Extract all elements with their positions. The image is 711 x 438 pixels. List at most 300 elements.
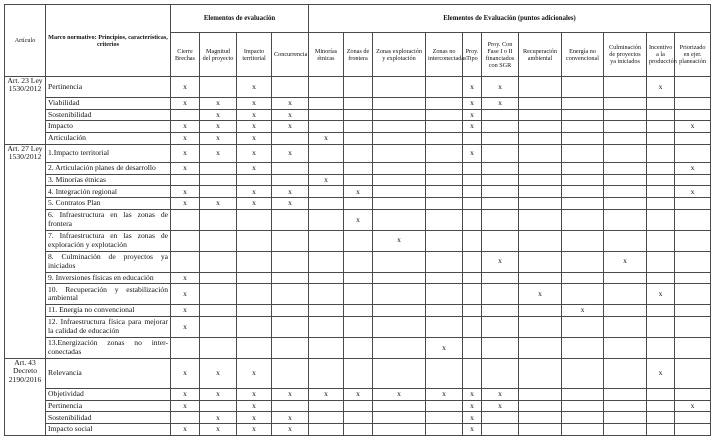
empty-cell: [604, 400, 647, 412]
criterion-label: 9. Inversiones físicas en educación: [46, 272, 171, 284]
empty-cell: [604, 230, 647, 251]
check-mark: x: [171, 121, 200, 133]
empty-cell: [272, 251, 309, 272]
check-mark: x: [171, 424, 200, 436]
empty-cell: [647, 251, 675, 272]
table-row: [5, 412, 711, 424]
empty-cell: [562, 424, 604, 436]
criterion-label: Objetividad: [46, 389, 171, 401]
empty-cell: [675, 358, 711, 388]
table-row: [5, 284, 711, 305]
article-cell: Art. 23 Ley 1530/2012: [5, 77, 46, 145]
criterion-label: Articulación: [46, 132, 171, 144]
empty-cell: [426, 132, 463, 144]
empty-cell: [344, 358, 373, 388]
empty-cell: [237, 337, 272, 358]
empty-cell: [373, 109, 426, 121]
empty-cell: [463, 198, 482, 210]
check-mark: x: [200, 121, 237, 133]
empty-cell: [200, 400, 237, 412]
empty-cell: [675, 97, 711, 109]
empty-cell: [604, 121, 647, 133]
empty-cell: [482, 121, 519, 133]
empty-cell: [519, 163, 562, 175]
empty-cell: [200, 284, 237, 305]
empty-cell: [647, 230, 675, 251]
empty-cell: [604, 305, 647, 317]
criterion-label: 1.Impacto territorial: [46, 144, 171, 163]
empty-cell: [426, 358, 463, 388]
empty-cell: [373, 209, 426, 230]
empty-cell: [482, 272, 519, 284]
empty-cell: [519, 337, 562, 358]
check-mark: x: [675, 400, 711, 412]
empty-cell: [482, 412, 519, 424]
check-mark: x: [463, 121, 482, 133]
check-mark: x: [171, 97, 200, 109]
column-header: Culminación de proyectos ya iniciados: [604, 33, 647, 77]
check-mark: x: [426, 337, 463, 358]
empty-cell: [426, 121, 463, 133]
column-header: Cierre Brechas: [171, 33, 200, 77]
empty-cell: [519, 412, 562, 424]
empty-cell: [200, 230, 237, 251]
empty-cell: [373, 305, 426, 317]
empty-cell: [519, 358, 562, 388]
criterion-label: 2. Articulación planes de desarrollo: [46, 163, 171, 175]
empty-cell: [344, 121, 373, 133]
empty-cell: [171, 174, 200, 186]
empty-cell: [675, 77, 711, 98]
empty-cell: [309, 209, 344, 230]
empty-cell: [519, 230, 562, 251]
empty-cell: [482, 316, 519, 337]
empty-cell: [604, 389, 647, 401]
empty-cell: [562, 412, 604, 424]
empty-cell: [519, 389, 562, 401]
check-mark: x: [562, 305, 604, 317]
check-mark: x: [463, 109, 482, 121]
empty-cell: [647, 389, 675, 401]
empty-cell: [562, 144, 604, 163]
empty-cell: [309, 77, 344, 98]
empty-cell: [373, 144, 426, 163]
empty-cell: [675, 174, 711, 186]
criterion-label: 5. Contratos Plan: [46, 198, 171, 210]
empty-cell: [675, 316, 711, 337]
empty-cell: [562, 389, 604, 401]
empty-cell: [519, 121, 562, 133]
empty-cell: [309, 272, 344, 284]
table-row: [5, 186, 711, 198]
empty-cell: [426, 186, 463, 198]
article-cell: Art. 27 Ley 1530/2012: [5, 144, 46, 358]
empty-cell: [562, 272, 604, 284]
empty-cell: [482, 109, 519, 121]
empty-cell: [463, 305, 482, 317]
empty-cell: [647, 132, 675, 144]
empty-cell: [426, 316, 463, 337]
check-mark: x: [309, 132, 344, 144]
empty-cell: [309, 284, 344, 305]
check-mark: x: [200, 412, 237, 424]
empty-cell: [426, 305, 463, 317]
empty-cell: [373, 400, 426, 412]
empty-cell: [604, 198, 647, 210]
criterion-label: 11. Energía no convencional: [46, 305, 171, 317]
empty-cell: [344, 305, 373, 317]
empty-cell: [482, 424, 519, 436]
empty-cell: [200, 272, 237, 284]
criterion-label: Impacto: [46, 121, 171, 133]
empty-cell: [463, 209, 482, 230]
check-mark: x: [482, 77, 519, 98]
empty-cell: [344, 337, 373, 358]
check-mark: x: [237, 109, 272, 121]
empty-cell: [373, 316, 426, 337]
check-mark: x: [171, 186, 200, 198]
check-mark: x: [647, 358, 675, 388]
column-header: Zonas exploración y explotación: [373, 33, 426, 77]
criterion-label: 13.Energización zonas no inter-conectadas: [46, 337, 171, 358]
column-header: Recuperación ambiental: [519, 33, 562, 77]
check-mark: x: [675, 121, 711, 133]
check-mark: x: [171, 305, 200, 317]
empty-cell: [463, 251, 482, 272]
empty-cell: [647, 163, 675, 175]
check-mark: x: [272, 198, 309, 210]
check-mark: x: [237, 144, 272, 163]
empty-cell: [482, 144, 519, 163]
check-mark: x: [200, 358, 237, 388]
check-mark: x: [463, 389, 482, 401]
check-mark: x: [171, 400, 200, 412]
empty-cell: [309, 358, 344, 388]
empty-cell: [373, 121, 426, 133]
check-mark: x: [171, 316, 200, 337]
table-row: [5, 358, 711, 388]
empty-cell: [604, 412, 647, 424]
check-mark: x: [237, 97, 272, 109]
empty-cell: [647, 305, 675, 317]
check-mark: x: [272, 389, 309, 401]
empty-cell: [519, 77, 562, 98]
check-mark: x: [463, 412, 482, 424]
empty-cell: [675, 209, 711, 230]
empty-cell: [344, 174, 373, 186]
empty-cell: [519, 174, 562, 186]
column-header: Concurrencia: [272, 33, 309, 77]
empty-cell: [675, 337, 711, 358]
empty-cell: [426, 424, 463, 436]
empty-cell: [482, 132, 519, 144]
empty-cell: [463, 174, 482, 186]
check-mark: x: [272, 121, 309, 133]
empty-cell: [373, 251, 426, 272]
check-mark: x: [519, 284, 562, 305]
empty-cell: [237, 174, 272, 186]
empty-cell: [647, 272, 675, 284]
table-row: [5, 389, 711, 401]
empty-cell: [373, 77, 426, 98]
empty-cell: [426, 97, 463, 109]
check-mark: x: [171, 198, 200, 210]
criterion-label: 4. Integración regional: [46, 186, 171, 198]
empty-cell: [344, 144, 373, 163]
criterion-label: Relevancia: [46, 358, 171, 388]
empty-cell: [675, 305, 711, 317]
empty-cell: [426, 412, 463, 424]
empty-cell: [482, 163, 519, 175]
empty-cell: [344, 198, 373, 210]
criterion-label: Impacto social: [46, 424, 171, 436]
column-header: Proy. Con Fase I o II financiados con SGR: [482, 33, 519, 77]
check-mark: x: [463, 97, 482, 109]
check-mark: x: [272, 412, 309, 424]
check-mark: x: [200, 132, 237, 144]
empty-cell: [272, 316, 309, 337]
criterion-label: 6. Infraestructura en las zonas de frontera: [46, 209, 171, 230]
empty-cell: [519, 400, 562, 412]
empty-cell: [272, 209, 309, 230]
empty-cell: [562, 284, 604, 305]
empty-cell: [200, 316, 237, 337]
empty-cell: [344, 77, 373, 98]
check-mark: x: [272, 424, 309, 436]
criterion-label: 10. Recuperación y estabilización ambiental: [46, 284, 171, 305]
empty-cell: [647, 186, 675, 198]
empty-cell: [482, 186, 519, 198]
empty-cell: [482, 337, 519, 358]
empty-cell: [519, 316, 562, 337]
empty-cell: [519, 424, 562, 436]
empty-cell: [200, 305, 237, 317]
check-mark: x: [482, 251, 519, 272]
table-row: [5, 305, 711, 317]
empty-cell: [272, 337, 309, 358]
header-marco-normativo: Marco normativo: Principios, características, criterios: [46, 5, 171, 77]
empty-cell: [200, 77, 237, 98]
empty-cell: [373, 97, 426, 109]
empty-cell: [463, 316, 482, 337]
empty-cell: [647, 97, 675, 109]
empty-cell: [519, 272, 562, 284]
check-mark: x: [171, 272, 200, 284]
criterion-label: Pertinencia: [46, 77, 171, 98]
empty-cell: [171, 251, 200, 272]
criterion-label: 8. Culminación de proyectos ya iniciados: [46, 251, 171, 272]
empty-cell: [373, 284, 426, 305]
empty-cell: [344, 316, 373, 337]
empty-cell: [463, 284, 482, 305]
empty-cell: [675, 109, 711, 121]
empty-cell: [373, 424, 426, 436]
empty-cell: [562, 400, 604, 412]
empty-cell: [426, 109, 463, 121]
empty-cell: [344, 132, 373, 144]
check-mark: x: [171, 132, 200, 144]
empty-cell: [200, 174, 237, 186]
empty-cell: [519, 198, 562, 210]
check-mark: x: [272, 144, 309, 163]
empty-cell: [373, 163, 426, 175]
check-mark: x: [237, 132, 272, 144]
check-mark: x: [463, 424, 482, 436]
empty-cell: [463, 132, 482, 144]
empty-cell: [171, 230, 200, 251]
empty-cell: [309, 424, 344, 436]
empty-cell: [647, 109, 675, 121]
criterion-label: 12. Infraestructura física para mejorar la calidad de educación: [46, 316, 171, 337]
empty-cell: [272, 77, 309, 98]
empty-cell: [463, 272, 482, 284]
table-row: [5, 132, 711, 144]
check-mark: x: [482, 400, 519, 412]
empty-cell: [309, 305, 344, 317]
check-mark: x: [309, 389, 344, 401]
table-row: [5, 174, 711, 186]
empty-cell: [344, 272, 373, 284]
check-mark: x: [463, 400, 482, 412]
empty-cell: [604, 77, 647, 98]
empty-cell: [604, 209, 647, 230]
empty-cell: [647, 412, 675, 424]
empty-cell: [373, 412, 426, 424]
table-row: [5, 316, 711, 337]
empty-cell: [519, 186, 562, 198]
check-mark: x: [675, 163, 711, 175]
empty-cell: [344, 400, 373, 412]
empty-cell: [604, 144, 647, 163]
table-row: [5, 251, 711, 272]
empty-cell: [647, 121, 675, 133]
empty-cell: [562, 209, 604, 230]
empty-cell: [309, 412, 344, 424]
empty-cell: [463, 358, 482, 388]
empty-cell: [562, 337, 604, 358]
empty-cell: [426, 144, 463, 163]
empty-cell: [647, 400, 675, 412]
empty-cell: [482, 284, 519, 305]
empty-cell: [562, 186, 604, 198]
check-mark: x: [171, 144, 200, 163]
empty-cell: [426, 198, 463, 210]
empty-cell: [309, 97, 344, 109]
criterion-label: Pertinencia: [46, 400, 171, 412]
header-elementos-adicionales: Elementos de Evaluación (puntos adicionales): [309, 5, 711, 33]
check-mark: x: [237, 121, 272, 133]
empty-cell: [675, 412, 711, 424]
empty-cell: [426, 251, 463, 272]
empty-cell: [272, 174, 309, 186]
empty-cell: [309, 316, 344, 337]
empty-cell: [562, 77, 604, 98]
empty-cell: [562, 358, 604, 388]
header-elementos-evaluacion: Elementos de evaluación: [171, 5, 309, 33]
empty-cell: [344, 251, 373, 272]
check-mark: x: [237, 412, 272, 424]
empty-cell: [171, 109, 200, 121]
empty-cell: [237, 305, 272, 317]
check-mark: x: [482, 97, 519, 109]
check-mark: x: [604, 251, 647, 272]
empty-cell: [647, 174, 675, 186]
table-row: [5, 272, 711, 284]
empty-cell: [237, 272, 272, 284]
empty-cell: [604, 284, 647, 305]
empty-cell: [562, 121, 604, 133]
empty-cell: [675, 251, 711, 272]
empty-cell: [373, 174, 426, 186]
empty-cell: [309, 230, 344, 251]
empty-cell: [344, 284, 373, 305]
check-mark: x: [647, 284, 675, 305]
check-mark: x: [171, 358, 200, 388]
empty-cell: [562, 97, 604, 109]
column-header: Priorizado en ejer. planeación: [675, 33, 711, 77]
empty-cell: [519, 97, 562, 109]
empty-cell: [200, 251, 237, 272]
empty-cell: [237, 251, 272, 272]
empty-cell: [604, 132, 647, 144]
check-mark: x: [237, 163, 272, 175]
check-mark: x: [237, 389, 272, 401]
table-row: [5, 209, 711, 230]
check-mark: x: [344, 186, 373, 198]
empty-cell: [237, 209, 272, 230]
empty-cell: [604, 97, 647, 109]
empty-cell: [562, 316, 604, 337]
empty-cell: [562, 198, 604, 210]
table-row: [5, 144, 711, 163]
check-mark: x: [237, 424, 272, 436]
criterion-label: 3. Minorías étnicas: [46, 174, 171, 186]
empty-cell: [200, 209, 237, 230]
empty-cell: [675, 230, 711, 251]
check-mark: x: [200, 198, 237, 210]
table-row: [5, 198, 711, 210]
empty-cell: [604, 186, 647, 198]
empty-cell: [426, 284, 463, 305]
column-header: Zonas no interconectadas: [426, 33, 463, 77]
empty-cell: [309, 144, 344, 163]
empty-cell: [426, 272, 463, 284]
empty-cell: [426, 77, 463, 98]
empty-cell: [344, 97, 373, 109]
empty-cell: [200, 337, 237, 358]
empty-cell: [272, 284, 309, 305]
check-mark: x: [344, 389, 373, 401]
check-mark: x: [237, 358, 272, 388]
check-mark: x: [171, 77, 200, 98]
column-header: Impacto territorial: [237, 33, 272, 77]
empty-cell: [309, 109, 344, 121]
check-mark: x: [675, 186, 711, 198]
check-mark: x: [237, 198, 272, 210]
empty-cell: [675, 389, 711, 401]
empty-cell: [272, 132, 309, 144]
empty-cell: [426, 174, 463, 186]
table-row: [5, 337, 711, 358]
empty-cell: [344, 163, 373, 175]
check-mark: x: [237, 186, 272, 198]
check-mark: x: [426, 389, 463, 401]
check-mark: x: [200, 144, 237, 163]
empty-cell: [309, 337, 344, 358]
empty-cell: [519, 144, 562, 163]
table-row: [5, 400, 711, 412]
empty-cell: [309, 121, 344, 133]
